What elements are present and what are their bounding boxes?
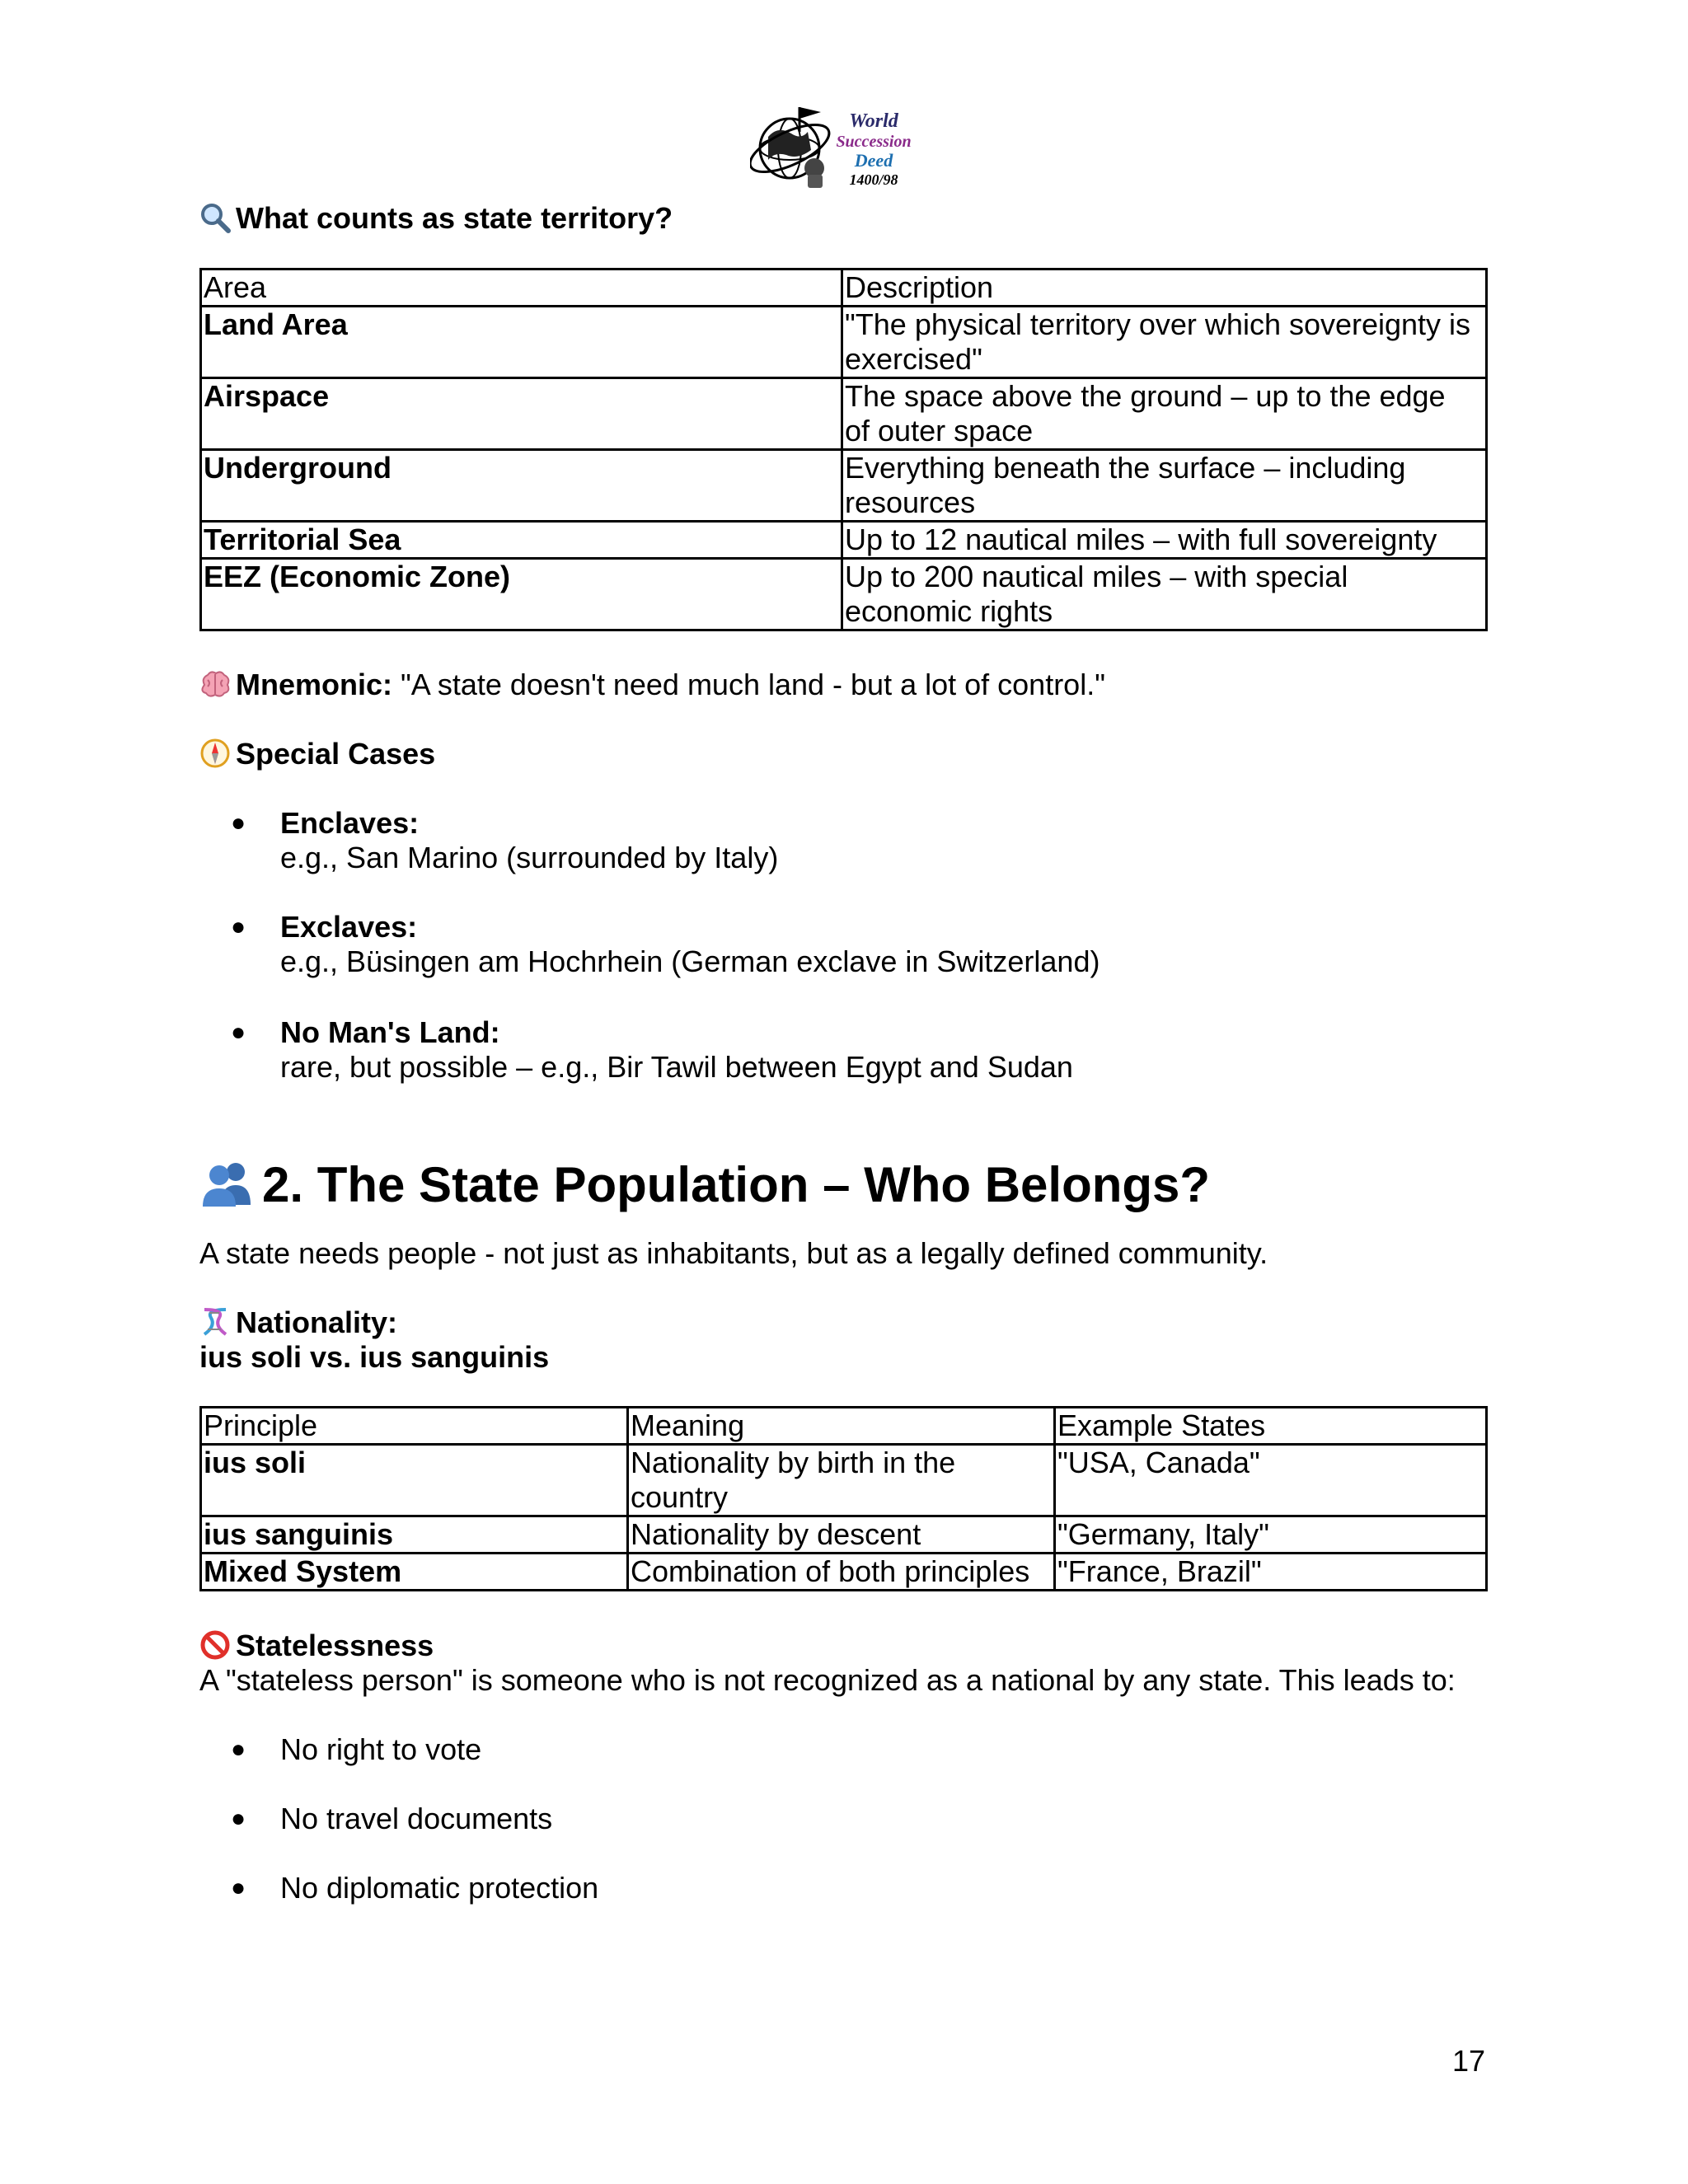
description-line: Everything beneath the surface – including (845, 451, 1406, 485)
description-line: "The physical territory over which sovereignty is (845, 307, 1471, 341)
description-line: exercised" (845, 342, 982, 376)
principle-cell: ius sanguinis (201, 1516, 628, 1554)
table-row (201, 559, 1487, 630)
special-cases-heading-text: Special Cases (236, 737, 436, 771)
description-cell (842, 559, 1487, 630)
examples-cell: "Germany, Italy" (1055, 1516, 1487, 1554)
description-cell (842, 378, 1487, 450)
page-number: 17 (1452, 2044, 1486, 2078)
world-succession-deed-logo (750, 101, 931, 193)
table-header-row (201, 1408, 1487, 1445)
logo-word-1: World (849, 110, 898, 132)
special-case-title: Enclaves: (280, 806, 420, 840)
bullet-icon: ● (231, 1805, 246, 1832)
table-header-cell: Principle (201, 1408, 628, 1445)
special-cases-heading (199, 737, 435, 771)
description-line: Up to 200 nautical miles – with special (845, 560, 1348, 593)
principle-cell: ius soli (201, 1445, 628, 1516)
prohibited-icon (199, 1629, 236, 1663)
special-case-title: Exclaves: (280, 910, 418, 944)
bullet-icon: ● (231, 1736, 246, 1763)
description-line: economic rights (845, 594, 1053, 628)
special-case-title: No Man's Land: (280, 1015, 500, 1049)
section-heading (199, 1155, 1210, 1215)
logo-word-2: Succession (836, 133, 912, 151)
table-header-cell: Description (842, 269, 1487, 307)
mnemonic-label: Mnemonic: (236, 668, 393, 701)
meaning-line: Nationality by birth in the (631, 1446, 956, 1479)
table-row (201, 1445, 1487, 1516)
examples-cell: "USA, Canada" (1055, 1445, 1487, 1516)
table-header-cell: Example States (1055, 1408, 1487, 1445)
logo-word-3: Deed (854, 150, 893, 171)
examples-cell: "France, Brazil" (1055, 1554, 1487, 1591)
consequence-item: No diplomatic protection (280, 1871, 599, 1905)
special-case-text: rare, but possible – e.g., Bir Tawil between Egypt and Sudan (280, 1050, 1073, 1084)
table-row (201, 1554, 1487, 1591)
territory-heading-text: What counts as state territory? (236, 201, 673, 235)
table-row (201, 307, 1487, 378)
meaning-line: country (631, 1480, 729, 1514)
special-case-text: e.g., San Marino (surrounded by Italy) (280, 841, 779, 874)
table-row (201, 522, 1487, 559)
mnemonic-line (199, 668, 1105, 702)
statelessness-heading-text: Statelessness (236, 1629, 434, 1662)
consequence-item: No travel documents (280, 1802, 553, 1835)
bullet-icon: ● (231, 913, 246, 940)
special-case-text: e.g., Büsingen am Hochrhein (German exclave in Switzerland) (280, 944, 1100, 978)
globe-astronaut-icon (750, 101, 931, 193)
area-cell: Airspace (201, 378, 842, 450)
bullet-icon: ● (231, 1874, 246, 1901)
meaning-cell (628, 1445, 1055, 1516)
description-cell (842, 307, 1487, 378)
principle-cell: Mixed System (201, 1554, 628, 1591)
bullet-icon: ● (231, 809, 246, 837)
description-line: The space above the ground – up to the edge (845, 379, 1446, 413)
description-cell: Up to 12 nautical miles – with full sovereignty (842, 522, 1487, 559)
brain-icon (199, 668, 236, 702)
table-header-cell: Meaning (628, 1408, 1055, 1445)
dna-icon (199, 1305, 236, 1340)
area-cell: Underground (201, 450, 842, 522)
section-title: 2. The State Population – Who Belongs? (262, 1157, 1211, 1212)
nationality-table (199, 1406, 1488, 1591)
people-icon (199, 1155, 262, 1215)
area-cell: Land Area (201, 307, 842, 378)
table-row (201, 450, 1487, 522)
description-line: of outer space (845, 414, 1034, 448)
nationality-heading (199, 1305, 397, 1340)
table-row (201, 378, 1487, 450)
meaning-cell: Combination of both principles (628, 1554, 1055, 1591)
area-cell: Territorial Sea (201, 522, 842, 559)
logo-word-4: 1400/98 (849, 171, 898, 188)
territory-heading (199, 201, 673, 236)
description-cell (842, 450, 1487, 522)
meaning-cell: Nationality by descent (628, 1516, 1055, 1554)
table-row (201, 1516, 1487, 1554)
consequence-item: No right to vote (280, 1732, 482, 1766)
nationality-subheading: ius soli vs. ius sanguinis (199, 1340, 550, 1374)
description-line: resources (845, 485, 976, 519)
bullet-icon: ● (231, 1019, 246, 1046)
section-intro: A state needs people - not just as inhabitants, but as a legally defined community. (199, 1236, 1268, 1270)
mnemonic-text: "A state doesn't need much land - but a lot of control." (401, 668, 1105, 701)
table-header-row (201, 269, 1487, 307)
territory-table (199, 268, 1488, 631)
magnifier-icon (199, 201, 236, 236)
compass-icon (199, 737, 236, 771)
table-header-cell: Area (201, 269, 842, 307)
statelessness-heading (199, 1629, 434, 1663)
nationality-heading-text: Nationality: (236, 1305, 398, 1339)
statelessness-text: A "stateless person" is someone who is not recognized as a national by any state. This leads to: (199, 1663, 1456, 1697)
area-cell: EEZ (Economic Zone) (201, 559, 842, 630)
